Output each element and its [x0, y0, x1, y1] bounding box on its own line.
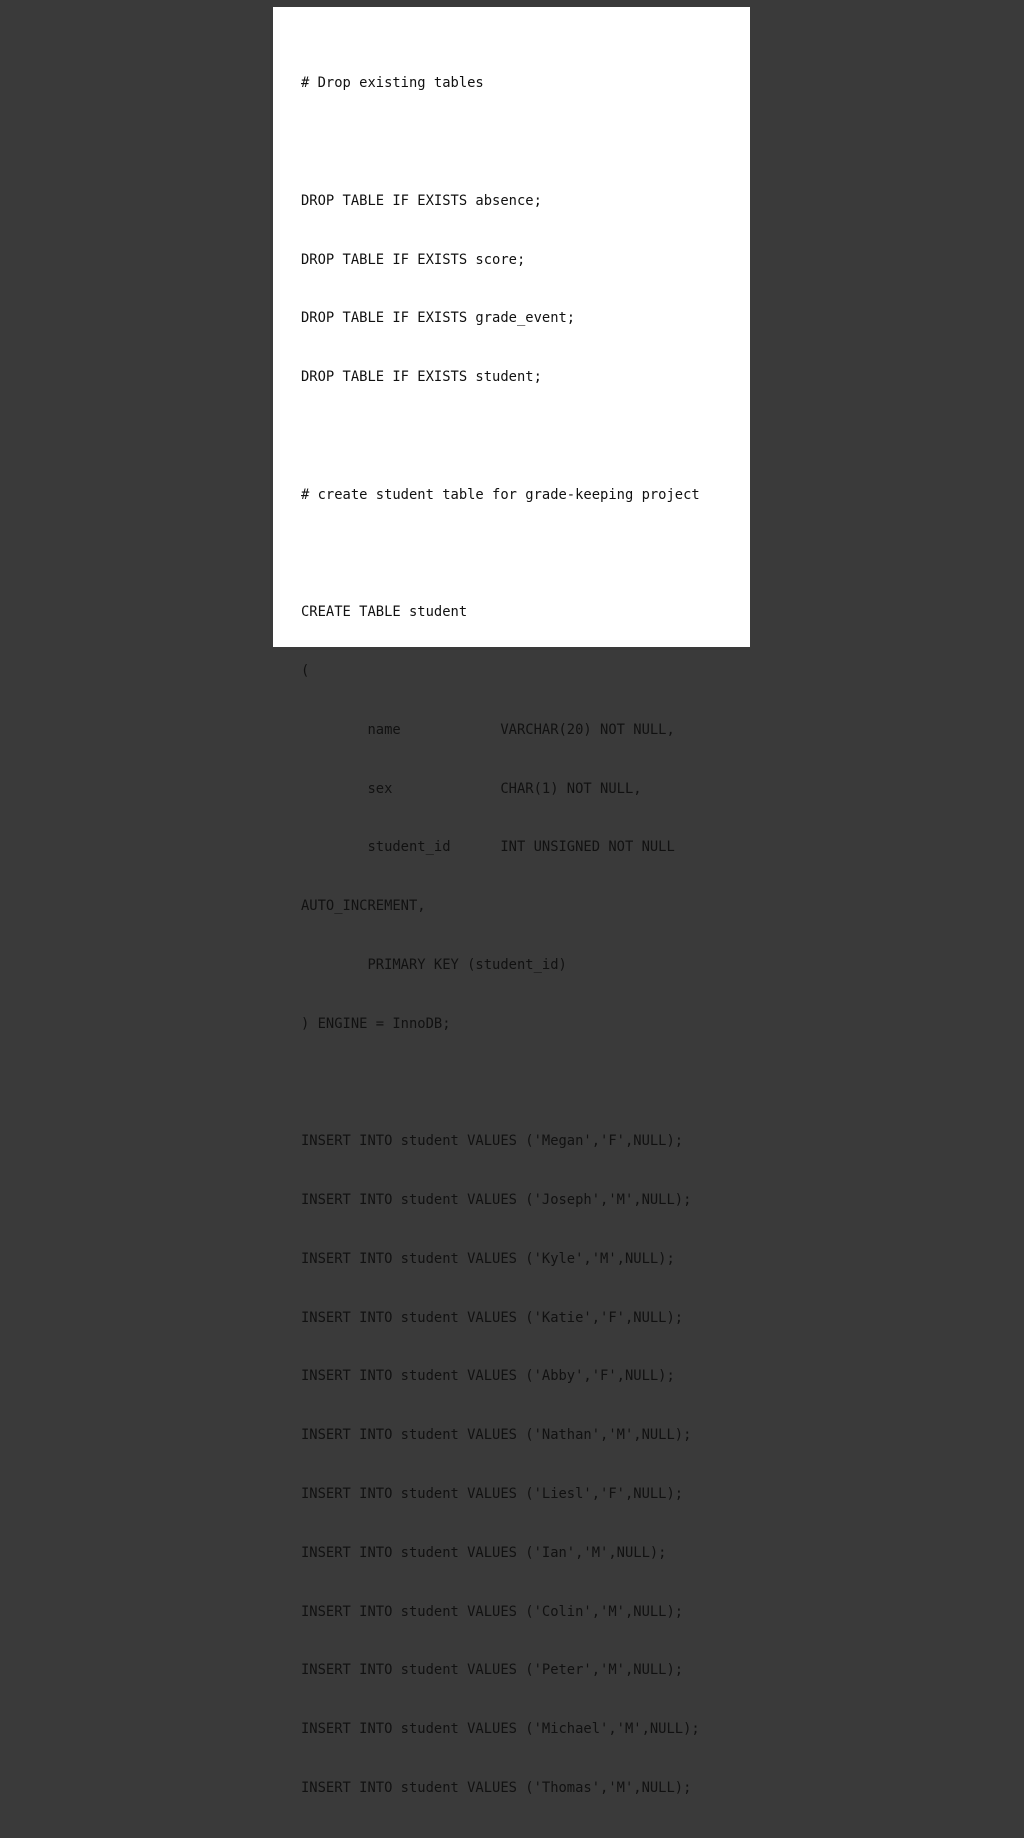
comment-create-student: # create student table for grade-keeping project: [301, 486, 700, 503]
insert-statement: INSERT INTO student VALUES ('Joseph','M',NULL);: [301, 1192, 692, 1209]
insert-statement: INSERT INTO student VALUES ('Michael','M',NULL);: [301, 1721, 700, 1738]
drop-statement: DROP TABLE IF EXISTS grade_event;: [301, 310, 576, 327]
column-student-id-continued: AUTO_INCREMENT,: [301, 898, 426, 915]
drop-statement: DROP TABLE IF EXISTS score;: [301, 251, 526, 268]
column-student-id: student_id INT UNSIGNED NOT NULL: [301, 839, 675, 856]
insert-statement: INSERT INTO student VALUES ('Nathan','M',NULL);: [301, 1427, 692, 1444]
insert-statement: INSERT INTO student VALUES ('Liesl','F',NULL);: [301, 1485, 684, 1502]
column-sex: sex CHAR(1) NOT NULL,: [301, 780, 642, 797]
create-table-header: CREATE TABLE student: [301, 604, 468, 621]
insert-statement: INSERT INTO student VALUES ('Ian','M',NULL);: [301, 1544, 667, 1561]
insert-statement: INSERT INTO student VALUES ('Megan','F',NULL);: [301, 1133, 684, 1150]
comment-drop-tables: # Drop existing tables: [301, 75, 484, 92]
blank-line: [301, 133, 750, 153]
blank-line: [301, 544, 750, 564]
document-page[interactable]: [273, 7, 750, 1796]
drop-statement: DROP TABLE IF EXISTS student;: [301, 369, 542, 386]
sql-code-block: [301, 35, 750, 1838]
insert-statement: INSERT INTO student VALUES ('Colin','M',NULL);: [301, 1603, 684, 1620]
primary-key: PRIMARY KEY (student_id): [301, 956, 567, 973]
insert-statement: INSERT INTO student VALUES ('Katie','F',NULL);: [301, 1309, 684, 1326]
create-table-open-paren: (: [301, 663, 310, 679]
insert-statement: INSERT INTO student VALUES ('Abby','F',NULL);: [301, 1368, 675, 1385]
drop-statement: DROP TABLE IF EXISTS absence;: [301, 192, 542, 209]
column-name: name VARCHAR(20) NOT NULL,: [301, 721, 675, 738]
insert-statement: INSERT INTO student VALUES ('Thomas','M',NULL);: [301, 1779, 692, 1796]
insert-statement: INSERT INTO student VALUES ('Kyle','M',NULL);: [301, 1250, 675, 1267]
blank-line: [301, 1073, 750, 1093]
create-table-close: ) ENGINE = InnoDB;: [301, 1015, 451, 1032]
blank-line: [301, 427, 750, 447]
insert-statement: INSERT INTO student VALUES ('Peter','M',NULL);: [301, 1662, 684, 1679]
